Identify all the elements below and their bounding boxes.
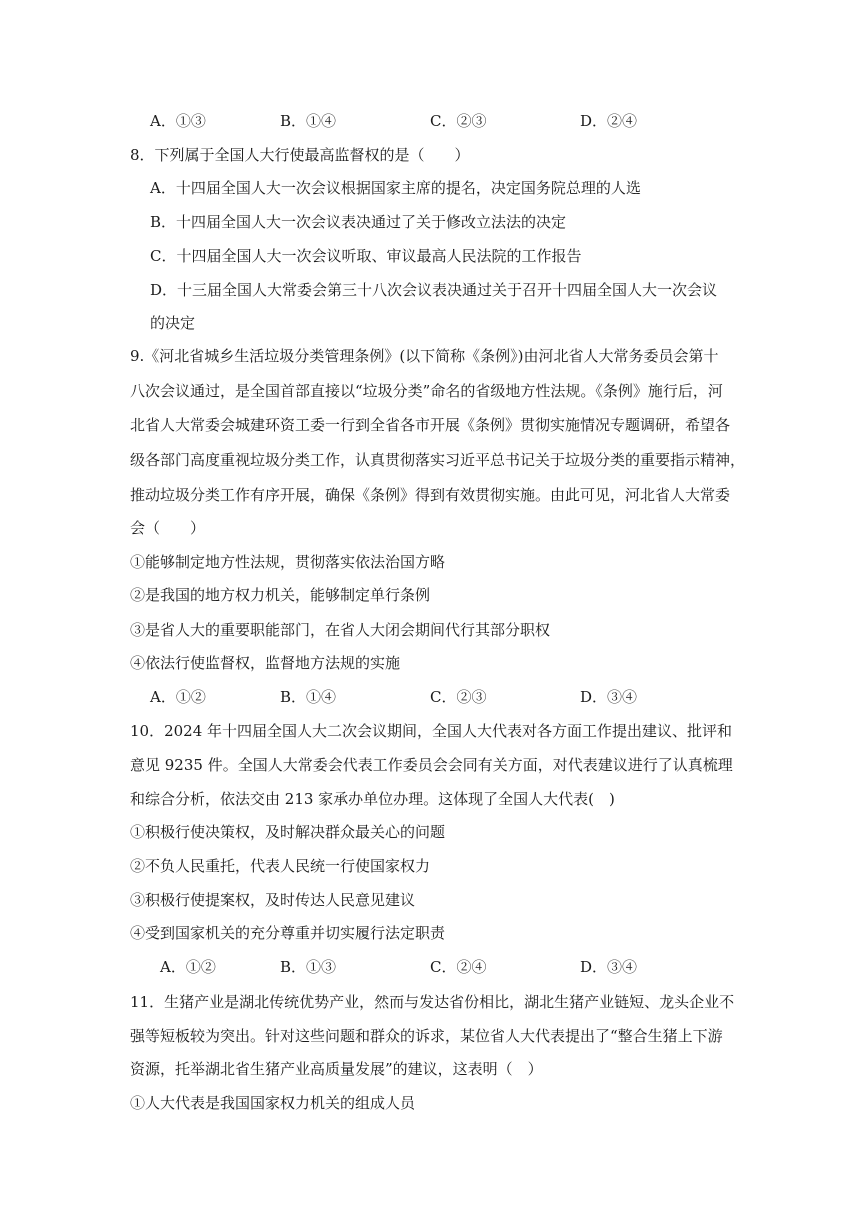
q9-option-c: C．②③ xyxy=(430,688,487,706)
q8-option-c: C．十四届全国人大一次会议听取、审议最高人民法院的工作报告 xyxy=(150,247,582,265)
q11-statement-1: ①人大代表是我国国家权力机关的组成人员 xyxy=(130,1094,416,1112)
q10-option-c: C．②④ xyxy=(430,958,487,976)
q8-option-b: B．十四届全国人大一次会议表决通过了关于修改立法法的决定 xyxy=(150,213,567,231)
q9-stem-line-1: 9.《河北省城乡生活垃圾分类管理条例》(以下简称《条例》)由河北省人大常务委员会第十 xyxy=(130,347,719,365)
q9-stem-line-6: 会（ ） xyxy=(130,519,206,537)
q7-option-a: A．①③ xyxy=(150,112,206,130)
q9-stem-line-2: 八次会议通过，是全国首部直接以“垃圾分类”命名的省级地方性法规。《条例》施行后，河 xyxy=(130,382,723,400)
q9-statement-3: ③是省人大的重要职能部门，在省人大闭会期间代行其部分职权 xyxy=(130,621,551,639)
q10-statement-3: ③积极行使提案权，及时传达人民意见建议 xyxy=(130,891,416,909)
q10-options xyxy=(160,957,680,977)
q10-stem-line-3: 和综合分析，依法交由 213 家承办单位办理。这体现了全国人大代表( ) xyxy=(130,790,615,808)
q10-statement-4: ④受到国家机关的充分尊重并切实履行法定职责 xyxy=(130,924,446,942)
q10-option-d: D．③④ xyxy=(580,958,638,976)
q10-statement-2: ②不负人民重托，代表人民统一行使国家权力 xyxy=(130,857,431,875)
q7-options xyxy=(150,111,670,131)
q9-stem-line-3: 北省人大常委会城建环资工委一行到全省各市开展《条例》贯彻实施情况专题调研，希望各 xyxy=(130,416,731,434)
q10-option-a: A．①② xyxy=(160,958,216,976)
q9-stem-line-4: 级各部门高度重视垃圾分类工作，认真贯彻落实习近平总书记关于垃圾分类的重要指示精神， xyxy=(130,451,746,469)
q8-option-d: D．十三届全国人大常委会第三十八次会议表决通过关于召开十四届全国人大一次会议 xyxy=(150,281,718,299)
q7-option-d: D．②④ xyxy=(580,112,638,130)
q9-statement-1: ①能够制定地方性法规，贯彻落实依法治国方略 xyxy=(130,553,446,571)
q11-stem-line-1: 11．生猪产业是湖北传统优势产业，然而与发达省份相比，湖北生猪产业链短、龙头企业不 xyxy=(130,993,735,1011)
q9-option-a: A．①② xyxy=(150,688,206,706)
q10-stem-line-1: 10．2024 年十四届全国人大二次会议期间，全国人大代表对各方面工作提出建议、批评和 xyxy=(130,722,733,740)
q10-option-b: B．①③ xyxy=(280,958,337,976)
q11-stem-line-2: 强等短板较为突出。针对这些问题和群众的诉求，某位省人大代表提出了“整合生猪上下游 xyxy=(130,1027,723,1045)
q8-option-a: A．十四届全国人大一次会议根据国家主席的提名，决定国务院总理的人选 xyxy=(150,179,641,197)
q10-stem-line-2: 意见 9235 件。全国人大常委会代表工作委员会会同有关方面，对代表建议进行了认真梳理 xyxy=(130,756,733,774)
q9-option-d: D．③④ xyxy=(580,688,638,706)
q7-option-c: C．②③ xyxy=(430,112,487,130)
q9-stem-line-5: 推动垃圾分类工作有序开展，确保《条例》得到有效贯彻实施。由此可见，河北省人大常委 xyxy=(130,486,731,504)
q9-options xyxy=(150,687,670,707)
q9-statement-2: ②是我国的地方权力机关，能够制定单行条例 xyxy=(130,586,431,604)
q8-stem: 8．下列属于全国人大行使最高监督权的是（ ） xyxy=(130,146,470,164)
q10-statement-1: ①积极行使决策权，及时解决群众最关心的问题 xyxy=(130,823,446,841)
q9-statement-4: ④依法行使监督权，监督地方法规的实施 xyxy=(130,654,401,672)
q11-stem-line-3: 资源，托举湖北省生猪产业高质量发展”的建议，这表明（ ） xyxy=(130,1060,543,1078)
q8-option-d-cont: 的决定 xyxy=(150,314,196,332)
q7-option-b: B．①④ xyxy=(280,112,337,130)
q9-option-b: B．①④ xyxy=(280,688,337,706)
